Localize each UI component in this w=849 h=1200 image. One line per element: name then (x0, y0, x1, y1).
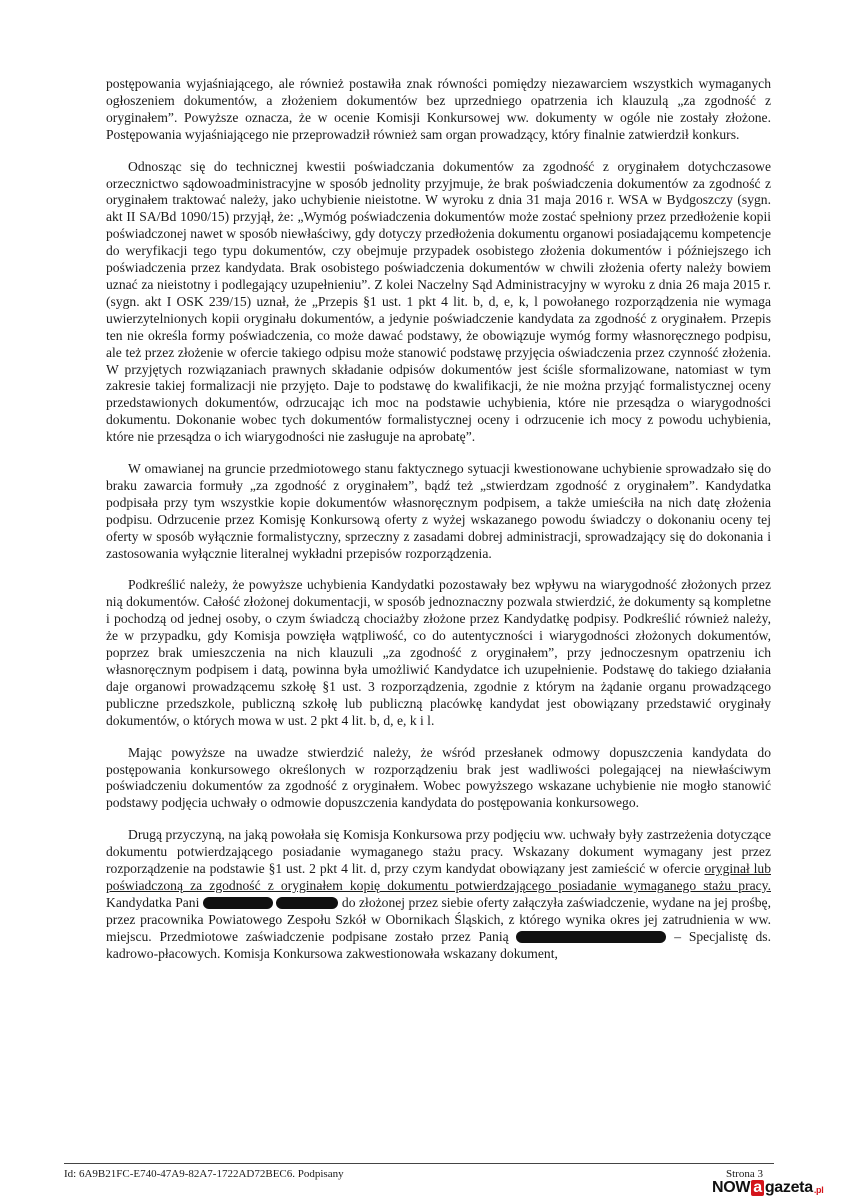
document-page (106, 76, 771, 978)
paragraph-6-part-a: Drugą przyczyną, na jaką powołała się Komisja Konkursowa przy podjęciu ww. uchwały były zastrzeżenia dotyczące dokumentu potwierdzającego posiadanie wymaganego stażu pracy. Wskazany dokument wymagany jest przez rozporządzenie na podstawie §1 ust. 2 pkt 4 lit. d, przy czym kandydat obowiązany jest zamieścić w ofercie (106, 827, 771, 877)
paragraph-3: W omawianej na gruncie przedmiotowego stanu faktycznego sytuacji kwestionowane uchybienie sprowadzało się do braku zawarcia formuły „za zgodność z oryginałem”, bądź też „stwierdzam zgodność z oryginałem”. Kandydatka podpisała przy tym wszystkie kopie dokumentów własnoręcznym podpisem, a także umieściła na nich datę złożenia podpisu. Odrzucenie przez Komisję Konkursową oferty z wyżej wskazanego powodu świadczy o dokonaniu oceny tej oferty w sposób wyłącznie formalistyczny, sprzeczny z zasadami dobrej administracji, sprowadzający się do dokonania i zastosowania wyłącznie literalnej wykładni przepisów rozporządzenia. (106, 461, 771, 561)
paragraph-5: Mając powyższe na uwadze stwierdzić należy, że wśród przesłanek odmowy dopuszczenia kandydata do postępowania konkursowego określonych w rozporządzeniu brak jest wadliwości polegającej na niewłaściwym poświadczeniu dokumentów za zgodność z oryginałem. Wobec powyższego wskazane uchybienie nie mogło stanowić podstawy podjęcia uchwały o odmowie dopuszczenia kandydata do postępowania konkursowego. (106, 744, 771, 811)
paragraph-6-part-b: Kandydatka Pani (106, 894, 203, 910)
paragraph-4: Podkreślić należy, że powyższe uchybienia Kandydatki pozostawały bez wpływu na wiarygodność złożonych przez nią dokumentów. Całość złożonej dokumentacji, w sposób jednoznaczny pozwala stwierdzić, że dokumenty są kompletne i pochodzą od jednej osoby, o czym świadczą chociażby złożone przez Kandydatkę podpisy. Podkreślić również należy, że w przypadku, gdy Komisja powzięła wątpliwość, co do autentyczności i wiarygodności złożonych dokumentów, poprzez brak umieszczenia na nich klauzuli „za zgodność z oryginałem”, przy jednoczesnym opatrzeniu ich własnoręcznym podpisem i datą, powinna była umożliwić Kandydatce ich uzupełnienie. Podstawę do takiego działania daje organowi prowadzącemu szkołę §1 ust. 3 rozporządzenia, zgodnie z którym na żądanie organu prowadzącego publiczne przedszkole, publiczną szkołę lub publiczną placówkę kandydat jest obowiązany przedstawić oryginały dokumentów, o których mowa w ust. 2 pkt 4 lit. b, d, e, k i l. (106, 577, 771, 728)
logo-pl: .pl (813, 1185, 824, 1195)
underlined-requirement: oryginał lub poświadczoną za zgodność z oryginałem kopię dokumentu potwierdzającego posiadanie wymaganego stażu pracy. (106, 861, 771, 893)
paragraph-6-part-c: do złożonej przez siebie oferty załączyła zaświadczenie, wydane na jej prośbę, przez pracownika Powiatowego Zespołu Szkół w Obornikach Śląskich, z którego wynika okres jej zatrudnienia w ww. miejscu. Przedmiotowe zaświadczenie podpisane zostało przez Panią (106, 894, 771, 944)
logo-now: NOW (712, 1179, 751, 1196)
logo-gazeta: gazeta (764, 1179, 813, 1196)
redaction-mark (276, 897, 338, 909)
footer-divider (64, 1163, 774, 1164)
document-id: Id: 6A9B21FC-E740-47A9-82A7-1722AD72BEC6. Podpisany (64, 1168, 344, 1180)
redaction-mark (516, 931, 666, 943)
paragraph-1: postępowania wyjaśniającego, ale również postawiła znak równości pomiędzy niezawarciem wszystkich wymaganych ogłoszeniem dokumentów, a złożeniem dokumentów bez uprzedniego opatrzenia ich klauzulą „za zgodność z oryginałem”. Powyższe oznacza, że w ocenie Komisji Konkursowej ww. dokumenty w ogóle nie zostały złożone. Postępowania wyjaśniającego nie przeprowadził również sam organ prowadzący, który finalnie zatwierdził konkurs. (106, 76, 771, 142)
page-number: Strona 3 (726, 1168, 763, 1180)
paragraph-6-part-d: – Specjalistę ds. kadrowo-płacowych. Komisja Konkursowa zakwestionowała wskazany dokument, (106, 928, 771, 961)
redaction-mark (203, 897, 273, 909)
paragraph-6 (106, 827, 771, 962)
paragraph-2: Odnosząc się do technicznej kwestii poświadczania dokumentów za zgodność z oryginałem dotychczasowe orzecznictwo sądowoadministracyjne w sposób jednolity przyjmuje, że brak poświadczenia dokumentów za zgodność z oryginałem traktować należy, jako uchybienie nieistotne. W wyroku z dnia 31 maja 2016 r. WSA w Bydgoszczy (sygn. akt II SA/Bd 1090/15) przyjął, że: „Wymóg poświadczenia dokumentów może zostać spełniony przez przedłożenie kopii poświadczonej nawet w sposób niewłaściwy, gdy dotyczy przedłożenia dokumentu organowi posiadającemu kompetencje do weryfikacji tego typu dokumentów, czy obejmuje przypadek osobistego złożenia dokumentów i późniejszego ich poświadczenia przez kandydata. Brak osobistego poświadczenia dokumentów w chwili złożenia oferty należy bowiem uznać za nieistotny i podlegający uzupełnieniu”. Z kolei Naczelny Sąd Administracyjny w wyroku z dnia 26 maja 2015 r. (sygn. akt I OSK 239/15) uznał, że „Przepis §1 ust. 1 pkt 4 lit. b, d, e, k, l powołanego rozporządzenia nie wymaga uwierzytelnionych kopii oryginału dokumentów, a jedynie poświadczenie kandydata za zgodność z oryginałem. Przepis ten nie określa formy poświadczenia, co może dawać podstawy, że obowiązuje wymóg formy własnoręcznego podpisu, ale też przez złożenie w ofercie takiego odpisu może stanowić podstawę przyjęcia oświadczenia przez czynność złożenia. W przyjętych rozwiązaniach prawnych składanie odpisów dokumentów jest ściśle sformalizowane, natomiast w tym zakresie takiej formalizacji nie przyjęto. Daje to podstawę do kwalifikacji, że nie można przyjąć formalistycznej oceny przedstawionych dokumentów, odrzucając ich moc na podstawie uchybienia, które nie przesądza o wiarygodności dokumentu. Dokonanie wobec tych dokumentów formalistycznej oceny i odrzucenie ich mocy z powodu uchybienia, które nie przesądza o ich wiarygodności nie zasługuje na aprobatę”. (106, 158, 771, 445)
nowagazeta-logo (712, 1179, 823, 1197)
logo-a: a (753, 1179, 762, 1196)
